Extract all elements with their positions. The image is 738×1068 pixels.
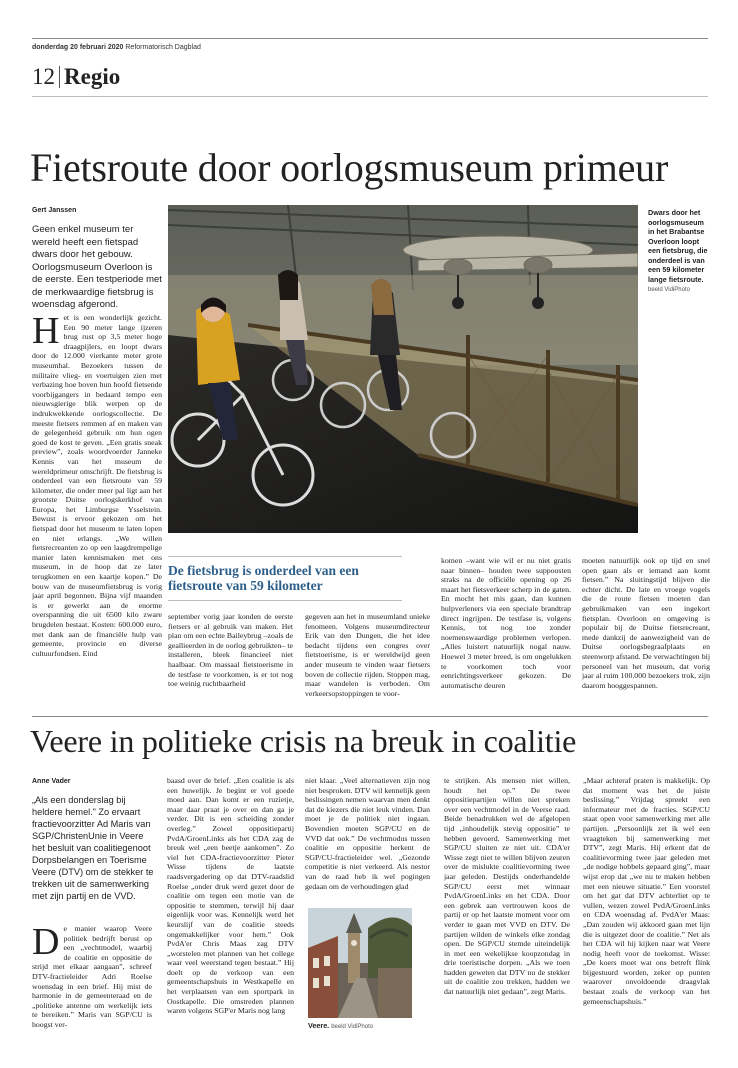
masthead-paper: Reformatorisch Dagblad bbox=[125, 44, 201, 51]
article2-column-4: te strijken. Als mensen niet willen, houdt het op.” De twee oppositiepartijen willen niet spreken over een vechtmodel in de Veerse raad. Beide benadrukken wel de afgelopen tijd „inhoudelijk stevig oppositie” te hebben gevoerd. Samenwerking met SGP/CU sluiten ze niet uit. CDA'er Wisse zegt niet te willen blijven zeuren over de mislukte coalitievorming twee jaar geleden. Destijds onderhandelde SGP/CU eerst met winnaar PvdA/GroenLinks en het CDA. Door een gebrek aan vertrouwen koos de partij er op het laatste moment voor om verder te gaan met VVD en DTV. De partijen wilden de winkels elke zondag open. De SGP/CU stemde uiteindelijk in met een wekelijkse koopzondag in drie toeristische dorpen. „Als we toen hadden geweten dat DTV nu de stekker uit de coalitie zou trekken, hadden we dat natuurlijk niet gedaan”, zegt Maris. bbox=[444, 776, 570, 997]
masthead-date: donderdag 20 februari 2020 bbox=[32, 44, 124, 51]
article2-byline: Anne Vader bbox=[32, 778, 71, 785]
article2-column-5: „Maar achteraf praten is makkelijk. Op dat moment was het de juiste beslissing.” Vrijdag spreekt een informateur met de fracties. SGP/CU staat open voor samenwerking met alle partijen. „Persoonlijk zet ik wel een vraagteken bij samenwerking met DTV”, zegt Maris. Hij erkent dat de coalitievorming twee jaar geleden met „de nodige hobbels gepaard ging”, maar wijst erop dat „we nu te maken hebben met een nieuwe situatie.” Een voorstel om het gat dat DTV achterliet op te vullen, wezen zowel PvdA/GroenLinks en CDA woensdag af. PvdA'er Maas: „Dan zouden wij akkoord gaan met lijn die is uitgezet door de coalitie.” Net als het CDA wil hij kijken naar wat Veere nodig heeft voor de toekomst. Wisse: „De koers moet wat ons betreft flink bijgestuurd worden, zeker op punten waarover onvoldoende draagvlak bestaat zoals de verkoop van het gemeenschapshuis.” bbox=[583, 776, 710, 1006]
article-separator bbox=[32, 716, 708, 717]
article1-column-4: komen –want wie wil er nu niet gratis naar binnen– houden twee suppoosten straks na de officiële opening op 26 maart het fietsverkeer scherp in de gaten. En mocht het mis gaan, dan kunnen hulpverleners via een speciale brandtrap direct ingrijpen. De testfase is, volgens Kennis, tot nog toe zonder noemenswaardige problemen verlopen. „Alles luistert natuurlijk nogal nauw. Hoewel 3 meter breed, is om ongelukken te voorkomen toch voor eenrichtingsverkeer gekozen. De automatische deuren bbox=[441, 556, 571, 690]
article2-caption-credit: beeld VidiPhoto bbox=[331, 1024, 374, 1030]
masthead bbox=[32, 44, 201, 51]
article1-caption-text: Dwars door het oorlogsmuseum in het Brabantse Overloon loopt een fietsbrug, die onderdeel is van een 59 kilometer lange fietsroute. bbox=[648, 208, 708, 284]
article2-headline: Veere in politieke crisis na breuk in coalitie bbox=[30, 723, 577, 759]
section-name: Regio bbox=[64, 64, 121, 89]
article2-dropcap: D bbox=[32, 924, 60, 963]
article2-column-2: baasd over de brief. „Een coalitie is als een huwelijk. Je begint er vol goede moed aan. Dan komt er een ruzietje, maar daar praat je over en dan ga je verder. Dit is een scheiding zonder overleg.” Zowel oppositiepartij PvdA/GroenLinks als het CDA zag de breuk wel „een beetje aankomen”. Zo viel het CDA-fractievoorzitter Pieter Wisse tijdens de laatste raadsvergadering op dat DTV-raadslid Roelse „onder druk werd gezet door de coalitie om tegen een motie van de oppositie te stemmen, terwijl hij daar eigenlijk voor was. Kennelijk werd het keurslijf van de coalitie steeds ongemakkelijker voor hem.” Ook PvdA'er Chris Maas zag DTV „worstelen met plannen van het college waar veel weerstand tegen bestaat.” Hij doelt op de verkoop van een gemeentschapshuis in Westkapelle en het verplaatsen van een sportpark in Oostkapelle. Die omstreden plannen waren volgens SGP'er Maris nog lang bbox=[167, 776, 294, 1016]
article1-column-1 bbox=[32, 313, 162, 709]
article1-pullquote: De fietsbrug is onderdeel van een fietsroute van 59 kilometer bbox=[168, 563, 359, 593]
pullquote-top-rule bbox=[168, 556, 402, 557]
header-rule bbox=[32, 96, 708, 97]
article1-caption-credit: beeld VidiPhoto bbox=[648, 287, 690, 293]
top-rule bbox=[32, 38, 708, 39]
article1-intro: Geen enkel museum ter wereld heeft een fietspad dwars door het gebouw. Oorlogsmuseum Overloon is de eerste. Een testperiode met de merkwaardige fietsbrug is woensdag afgerond. bbox=[32, 224, 162, 310]
pullquote-bottom-rule bbox=[168, 600, 402, 601]
museum-photo-illustration bbox=[168, 205, 638, 533]
article1-dropcap: H bbox=[32, 313, 60, 352]
article1-byline: Gert Janssen bbox=[32, 207, 77, 214]
article1-column-2: september vorig jaar konden de eerste fietsers er al gebruik van maken. Het plan om een echte Baileybrug –zoals de geallieerden in de oorlog gebruikten– te installeren, bleek financieel niet haalbaar. Om massaal fietstoerisme in de testfase te voorkomen, is er tot nog toe weinig ruchtbaarheid bbox=[168, 612, 293, 689]
article2-intro: „Als een donderslag bij heldere hemel.” Zo ervaart fractievoorzitter Ad Maris van SGP/ChristenUnie in Veere het besluit van coalitiegenoot Dorpsbelangen en Toerisme Veere (DTV) om de stekker te trekken uit de samenwerking met zijn partij en de VVD. bbox=[32, 795, 154, 901]
museum-bike-bridge-photo bbox=[168, 205, 638, 533]
article2-column-3: niet klaar. „Veel alternatieven zijn nog niet besproken. DTV wil kennelijk geen beslissingen nemen waarvan men denkt dat de kiezers die niet leuk vinden. Dan moet je de politiek niet ingaan. Bovendien moeten SGP/CU en de VVD dat ook.” De vechtmodus tussen coalitie en oppositie herkent de SGP/CU-fractieleider wel. „Gezonde competitie is niet verkeerd. Als nestor van de raad heb ik wel pogingen gedaan om de verhoudingen glad bbox=[305, 776, 430, 891]
article2-column-1 bbox=[32, 924, 152, 1036]
article1-column-3: gegeven aan het in museumland unieke fenomeen. Volgens museumdirecteur Erik van den Dungen, die het idee bedacht tijdens een congres over fietstoerisme, is er wereldwijd geen ander museum te vinden waar fietsers boven de collectie rijden. Stoppen mag, maar wandelen is verboden. Om verkeersopstoppingen te voor- bbox=[305, 612, 430, 698]
article2-caption-text: Veere. bbox=[308, 1021, 330, 1030]
page-number: 12 bbox=[32, 64, 55, 89]
article2-photo-caption bbox=[308, 1021, 418, 1033]
section-divider bbox=[59, 66, 60, 88]
article1-col1-text: et is een wonderlijk gezicht. Een 90 meter lange ijzeren brug rust op 3,5 meter hoge draagpijlers, en loopt dwars door de 12.000 vierkante meter grote museumhal. Bezoekers tussen de militaire vlieg- en voertuigen zien met verbazing hoe boven hun hoofd fietsende voorbijgangers in bedaard tempo een nieuwsgierige blik werpen op de indrukwekkende oorlogscollectie. De meeste fietsers remmen af en maken van de gelegenheid gebruik om hun ogen goed de kost te geven. „Een gratis sneak preview”, zoals woordvoerder Janneke Kennis van het museum de wereldprimeur omschrijft. De fietsbrug is onderdeel van een fietsroute van 59 kilometer, die onder meer pal ligt aan het grootste Duitse oorlogskerkhof van Europa, het Limburgse Ysselstein. Bewust is ervoor gekozen om het fietspad door het museum te laten lopen en niet erlangs. „We willen fietsrecreanten zo op een laagdrempelige manier laten kennismaken met ons museum, in de hoop dat ze later terugkomen en een kaartje kopen.” De bouw van de museumfietsbrug is vorig jaar april begonnen. Bijna vijf maanden is er gewerkt aan de enorme overspanning die uit 6500 kilo zware brugdelen bestaat. Kosten: 600.000 euro, met dank aan de financiële hulp van gemeente, provincie en diverse cultuurfondsen. Eind bbox=[32, 313, 162, 658]
veere-street-photo bbox=[308, 908, 412, 1018]
article1-headline: Fietsroute door oorlogsmuseum primeur bbox=[30, 145, 669, 190]
veere-photo-illustration bbox=[308, 908, 412, 1018]
article1-photo-caption bbox=[648, 208, 710, 296]
article2-col1-text: e manier waarop Veere politiek bedrijft berust op een „vechtmodel, waarbij de coalitie en oppositie de strijd met elkaar aangaan”, schreef DTV-fractieleider Adri Roelse woensdag in een brief. Hij mist de harmonie in de gemeenteraad en de „politieke antenne om werkelijk iets te bereiken.” Maris van SGP/CU is hoogst ver- bbox=[32, 924, 152, 1029]
article1-column-5: moeten natuurlijk ook op tijd en snel open gaan als er iemand aan komt fietsen.” Na sluitingstijd blijven die echter dicht. De late en vroege vogels die de route fietsen moeten dan gebruikmaken van een ingekort fietsplan. Overloon en omgeving is populair bij de Duitse fietsrecreant, mede dankzij de aanwezigheid van de Duitse oorlogsbegraafplaats en steenworp afstand. De verwachtingen bij personeel van het museum, dat vorig jaar al ruim 100.000 bezoekers trok, zijn daarom hooggespannen. bbox=[582, 556, 710, 690]
section-header bbox=[32, 64, 120, 90]
